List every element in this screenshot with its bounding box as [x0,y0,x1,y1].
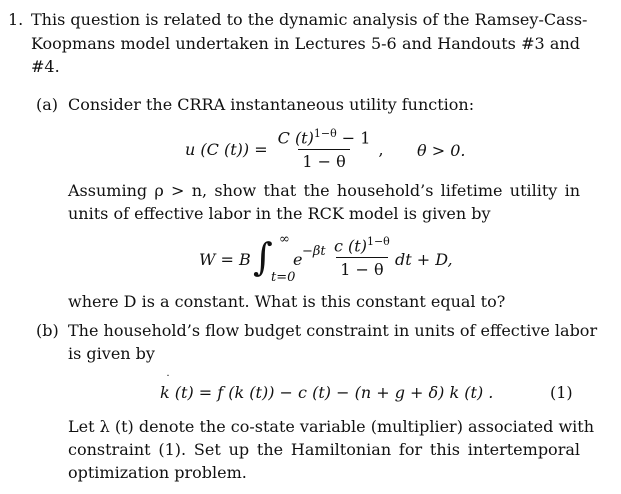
w-lhs: W = B [199,250,251,269]
exp-power: −βt [302,244,326,259]
utility-numerator-tail: − 1 [336,128,371,148]
utility-numerator: C (t) [277,128,314,148]
part-b-label: (b) [36,321,59,340]
integral-lower-limit: t=0 [271,270,296,285]
equation-number: (1) [550,383,573,402]
part-a-label: (a) [36,95,59,114]
question-intro-line-3: #4. [31,57,60,76]
integral-sign: ∫ [253,235,273,279]
question-intro-line-2: Koopmans model undertaken in Lectures 5-6 and Handouts #3 and [31,34,580,53]
budget-constraint-equation: k (t) = f (k (t)) − c (t) − (n + g + δ) k (t) . [160,383,494,402]
w-tail: dt + D, [395,250,453,269]
where-line: where D is a constant. What is this constant equal to? [68,292,506,311]
part-a-intro: Consider the CRRA instantaneous utility function: [68,95,475,114]
question-number: 1. [8,10,24,29]
utility-condition: θ > 0. [417,141,466,160]
w-denominator: 1 − θ [336,257,387,279]
assume-line-1: Assuming ρ > n, show that the household’s lifetime utility in [68,181,580,200]
utility-comma: , [378,139,384,159]
let-line-1: Let λ (t) denote the co-state variable (multiplier) associated with [68,417,595,436]
w-numerator: c (t) [334,236,367,256]
integral-upper-limit: ∞ [279,232,290,247]
question-intro-line-1: This question is related to the dynamic analysis of the Ramsey-Cass- [31,10,588,29]
k-dot-accent: ˙ [165,373,171,387]
part-b-line-1: The household’s flow budget constraint in units of effective labor [68,321,598,340]
utility-lhs: u (C (t)) = [185,139,268,159]
part-b-line-2: is given by [68,344,155,363]
let-line-3: optimization problem. [68,463,247,482]
w-numerator-exponent: 1−θ [366,235,390,249]
lifetime-utility-equation [199,230,479,290]
utility-numerator-exponent: 1−θ [313,127,337,141]
utility-equation [185,126,384,172]
let-line-2: constraint (1). Set up the Hamiltonian for this intertemporal [68,440,580,459]
utility-fraction [274,127,375,170]
w-fraction [330,235,394,278]
exp-base: e [293,250,303,269]
assume-line-2: units of effective labor in the RCK model is given by [68,204,491,223]
w-fraction-wrap [330,232,394,282]
utility-denominator: 1 − θ [298,149,349,171]
